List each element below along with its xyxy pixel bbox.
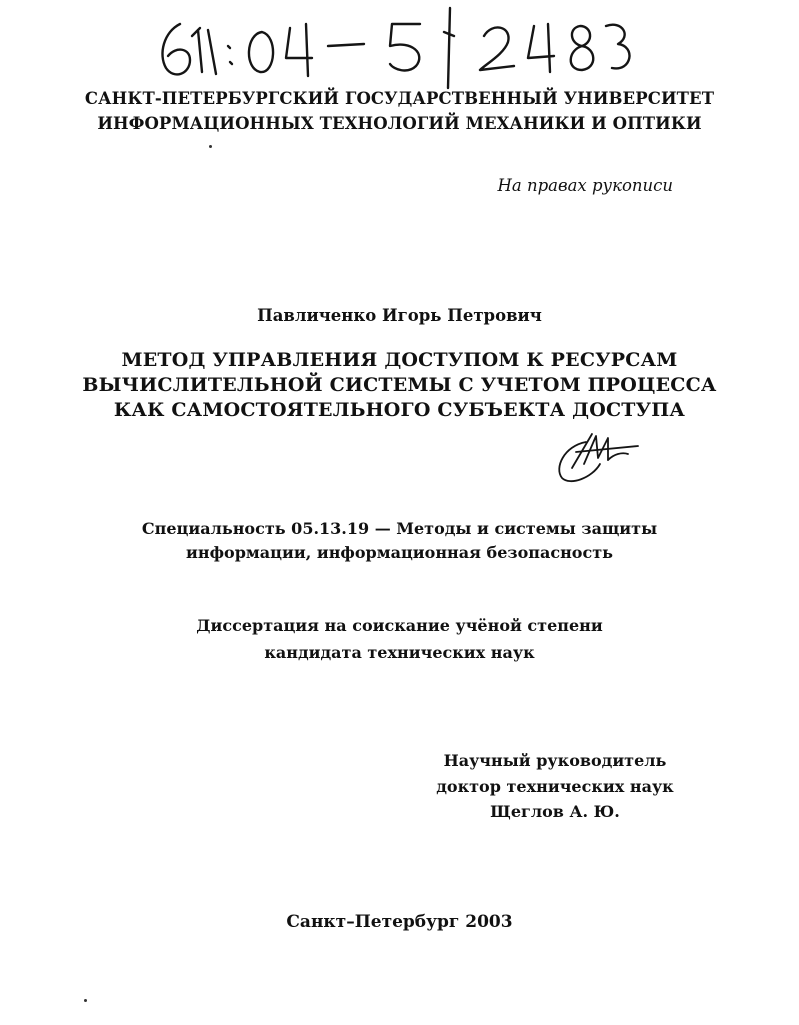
thesis-title-line3: КАК САМОСТОЯТЕЛЬНОГО СУБЪЕКТА ДОСТУПА	[113, 399, 686, 421]
advisor-role: Научный руководитель	[443, 751, 667, 770]
degree-line2: кандидата технических наук	[264, 643, 535, 662]
signature-strokes	[552, 428, 642, 488]
author-name: Павличенко Игорь Петрович	[257, 306, 542, 325]
university-name-line1: САНКТ-ПЕТЕРБУРГСКИЙ ГОСУДАРСТВЕННЫЙ УНИВЕРСИТЕТ	[84, 89, 715, 108]
specialty-line2: информации, информационная безопасность	[186, 543, 613, 562]
thesis-title-line1: МЕТОД УПРАВЛЕНИЯ ДОСТУПОМ К РЕСУРСАМ	[121, 349, 678, 371]
university-name-line2: ИНФОРМАЦИОННЫХ ТЕХНОЛОГИЙ МЕХАНИКИ И ОПТИКИ	[97, 114, 702, 133]
place-and-year: Санкт–Петербург 2003	[286, 912, 513, 932]
author-signature	[552, 428, 642, 488]
specialty-line1: Специальность 05.13.19 — Методы и системы защиты	[141, 519, 658, 538]
advisor-name: Щеглов А. Ю.	[490, 802, 620, 821]
advisor-degree: доктор технических наук	[436, 777, 674, 796]
rights-note: На правах рукописи	[497, 176, 673, 195]
thesis-title-line2: ВЫЧИСЛИТЕЛЬНОЙ СИСТЕМЫ С УЧЕТОМ ПРОЦЕССА	[82, 374, 717, 396]
handwritten-archive-code	[150, 2, 650, 92]
handwriting-strokes	[150, 2, 650, 92]
speck-mark	[209, 145, 212, 148]
speck-mark	[84, 999, 87, 1002]
degree-line1: Диссертация на соискание учёной степени	[196, 616, 603, 635]
